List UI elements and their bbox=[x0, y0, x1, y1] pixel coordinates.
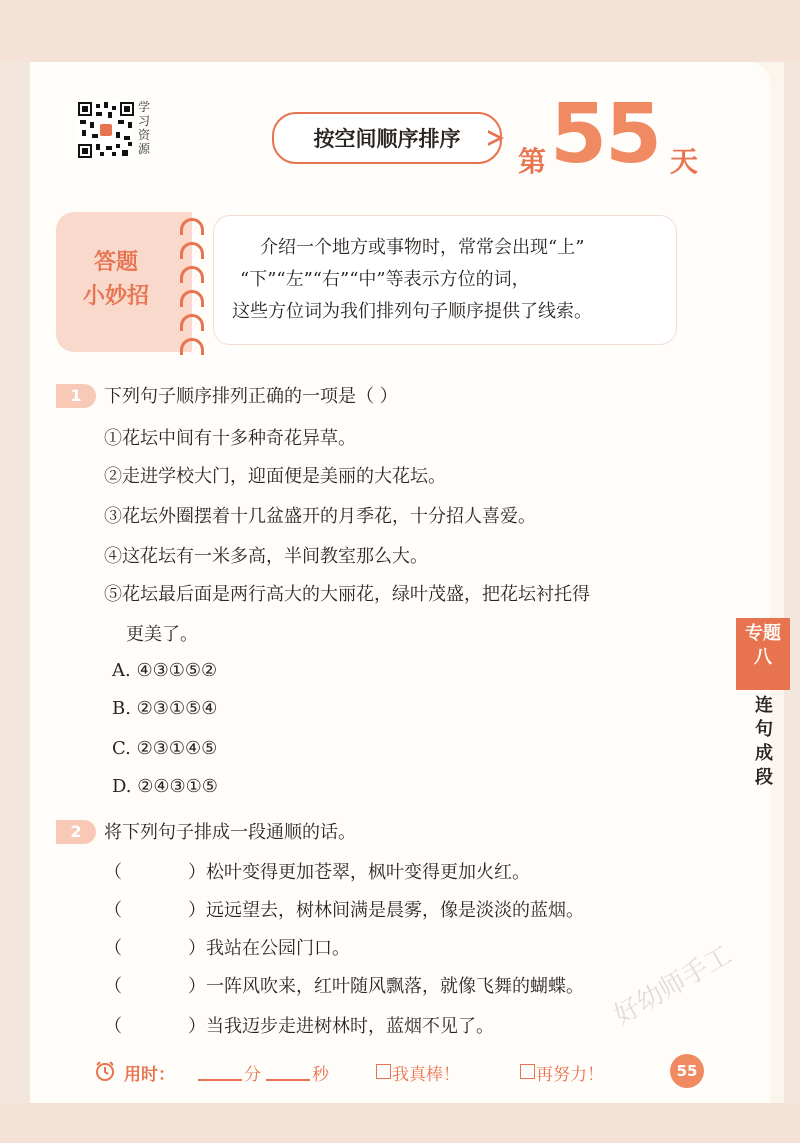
close-paren: ） bbox=[188, 976, 206, 997]
option-d[interactable]: D. ②④③①⑤ bbox=[112, 776, 218, 797]
item-text: 我站在公园门口。 bbox=[206, 938, 350, 959]
open-paren: （ bbox=[104, 900, 122, 921]
sentence-line: ②走进学校大门，迎面便是美丽的大花坛。 bbox=[104, 466, 446, 487]
topic-subtitle bbox=[742, 694, 786, 790]
close-paren: ） bbox=[188, 862, 206, 883]
topic-subtitle-char: 段 bbox=[755, 767, 773, 788]
qr-code[interactable] bbox=[78, 102, 134, 158]
tip-text-line: “下”“左”“右”“中”等表示方位的词， bbox=[240, 269, 530, 290]
time-label: 用时： bbox=[124, 1065, 175, 1085]
topic-line2: 八 bbox=[754, 647, 772, 668]
page-number: 55 bbox=[670, 1054, 704, 1088]
open-paren: （ bbox=[104, 862, 122, 883]
tip-label bbox=[56, 246, 176, 314]
day-prefix: 第 bbox=[518, 145, 547, 178]
topic-subtitle-char: 连 bbox=[755, 695, 773, 716]
ordering-item bbox=[104, 1012, 494, 1038]
sentence-line: ④这花坛有一米多高，半间教室那么大。 bbox=[104, 546, 428, 567]
topic-subtitle-char: 成 bbox=[755, 743, 773, 764]
ordering-item bbox=[104, 934, 350, 960]
open-paren: （ bbox=[104, 938, 122, 959]
sentence-line: ①花坛中间有十多种奇花异草。 bbox=[104, 428, 356, 449]
great-checkbox[interactable] bbox=[376, 1064, 391, 1079]
binder-rings bbox=[176, 218, 206, 348]
sentence-line: ③花坛外圈摆着十几盆盛开的月季花，十分招人喜爱。 bbox=[104, 506, 536, 527]
ring-icon bbox=[180, 266, 204, 283]
day-number: 55 bbox=[550, 87, 661, 182]
ring-icon bbox=[180, 290, 204, 307]
question-stem: 将下列句子排成一段通顺的话。 bbox=[104, 822, 356, 843]
ordering-item bbox=[104, 972, 584, 998]
day-suffix: 天 bbox=[670, 145, 699, 178]
seconds-label: 秒 bbox=[312, 1065, 329, 1085]
item-text: 一阵风吹来，红叶随风飘落，就像飞舞的蝴蝶。 bbox=[206, 976, 584, 997]
ring-icon bbox=[180, 314, 204, 331]
close-paren: ） bbox=[188, 938, 206, 959]
tip-label-line1: 答题 bbox=[93, 250, 138, 275]
item-text: 当我迈步走进树林时，蓝烟不见了。 bbox=[206, 1016, 494, 1037]
ring-icon bbox=[180, 218, 204, 235]
question-number: 1 bbox=[56, 384, 96, 408]
item-text: 远远望去，树林间满是晨雾，像是淡淡的蓝烟。 bbox=[206, 900, 584, 921]
open-paren: （ bbox=[104, 1016, 122, 1037]
ordering-item bbox=[104, 858, 530, 884]
option-b[interactable]: B. ②③①⑤④ bbox=[112, 698, 218, 719]
lesson-title: 按空间顺序排序 bbox=[272, 112, 502, 164]
item-text: 松叶变得更加苍翠，枫叶变得更加火红。 bbox=[206, 862, 530, 883]
topic-tab bbox=[736, 618, 790, 690]
option-a[interactable]: A. ④③①⑤② bbox=[112, 660, 218, 681]
question-stem: 下列句子顺序排列正确的一项是（ ） bbox=[104, 386, 398, 407]
close-paren: ） bbox=[188, 1016, 206, 1037]
ring-icon bbox=[180, 242, 204, 259]
bottom-band bbox=[0, 1103, 800, 1143]
try-harder-checkbox[interactable] bbox=[520, 1064, 535, 1079]
bubble-tail-inner bbox=[486, 132, 498, 144]
left-edge bbox=[0, 62, 30, 1103]
option-c[interactable]: C. ②③①④⑤ bbox=[112, 738, 218, 759]
open-paren: （ bbox=[104, 976, 122, 997]
great-label: 我真棒！ bbox=[392, 1065, 460, 1085]
seconds-input[interactable] bbox=[266, 1078, 310, 1081]
watermark: 好幼师手工 bbox=[609, 940, 737, 1032]
tip-text-line: 这些方位词为我们排列句子顺序提供了线索。 bbox=[232, 301, 592, 322]
minutes-input[interactable] bbox=[198, 1078, 242, 1081]
try-harder-label: 再努力！ bbox=[536, 1065, 604, 1085]
qr-label: 学习资源 bbox=[138, 100, 151, 156]
tip-text-line: 介绍一个地方或事物时，常常会出现“上” bbox=[260, 237, 585, 258]
sentence-line: 更美了。 bbox=[126, 624, 198, 645]
minutes-label: 分 bbox=[244, 1065, 261, 1085]
ring-icon bbox=[180, 338, 204, 355]
right-edge bbox=[784, 62, 800, 1103]
alarm-clock-icon bbox=[94, 1060, 116, 1082]
topic-line1: 专题 bbox=[745, 623, 781, 644]
top-band bbox=[0, 0, 800, 62]
topic-subtitle-char: 句 bbox=[755, 719, 773, 740]
question-number: 2 bbox=[56, 820, 96, 844]
sentence-line: ⑤花坛最后面是两行高大的大丽花，绿叶茂盛，把花坛衬托得 bbox=[104, 584, 590, 605]
ordering-item bbox=[104, 896, 584, 922]
tip-text bbox=[226, 232, 674, 328]
close-paren: ） bbox=[188, 900, 206, 921]
tip-label-line2: 小妙招 bbox=[82, 284, 149, 309]
